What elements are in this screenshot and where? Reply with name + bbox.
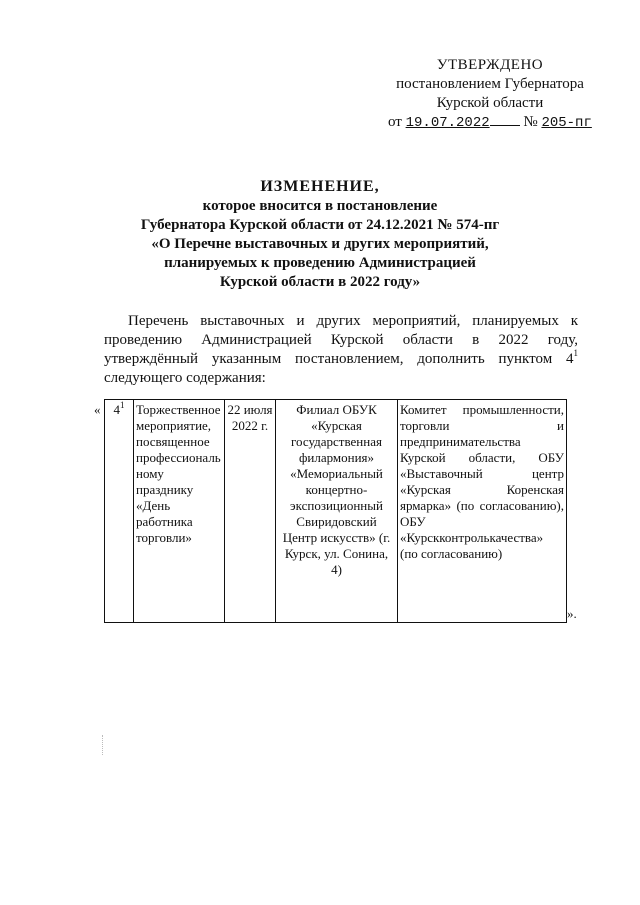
cell-organizer: Комитет промышленности, торговли и предпринимательства Курской области, ОБУ «Выставочный центр «Курская Коренская ярмарка» (по согласованию), ОБУ «Курскконтролькачества» (по согласованию) bbox=[398, 400, 567, 623]
approval-number: 205-пг bbox=[541, 115, 592, 131]
quote-open: « bbox=[94, 402, 101, 417]
heading-line-5: Курской области в 2022 году» bbox=[219, 274, 421, 290]
cell-venue: Филиал ОБУК «Курская государственная филармония» «Мемориальный концертно-экспозиционный Свиридовский Центр искусств» (г. Курск, ул. Сонина, 4) bbox=[276, 400, 398, 623]
cell-date: 22 июля 2022 г. bbox=[225, 400, 276, 623]
body-paragraph bbox=[104, 312, 578, 388]
paragraph-text: Перечень выставочных и других мероприятий, планируемых к проведению Администрацией Курской области в 2022 году, утверждённый указанным постановлением, дополнить пунктом 4 bbox=[104, 313, 578, 367]
table-row bbox=[105, 400, 567, 623]
approved-line-2: Курской области bbox=[436, 95, 544, 111]
date-underline bbox=[490, 113, 520, 126]
heading-line-4: планируемых к проведению Администрацией bbox=[164, 255, 476, 271]
quote-close: ». bbox=[567, 606, 577, 621]
cell-event: Торжественное мероприятие, посвященное профессиональ ному празднику «День работника торговли» bbox=[134, 400, 225, 623]
approval-stamp bbox=[380, 56, 600, 133]
approved-line-1: постановлением Губернатора bbox=[396, 76, 584, 92]
number-label: № bbox=[523, 114, 538, 130]
cell-number-sup: 1 bbox=[120, 399, 125, 410]
scan-artifact bbox=[102, 735, 104, 755]
document-heading bbox=[100, 177, 540, 292]
heading-line-3: «О Перечне выставочных и других мероприятий, bbox=[151, 236, 489, 252]
cell-number: $4^1$ bbox=[105, 400, 134, 623]
paragraph-sup: 1 bbox=[573, 348, 578, 358]
amendment-table bbox=[104, 399, 567, 623]
approved-date-line bbox=[380, 113, 600, 133]
heading-line-1: которое вносится в постановление bbox=[202, 198, 438, 214]
approved-title: УТВЕРЖДЕНО bbox=[436, 57, 544, 73]
paragraph-tail: следующего содержания: bbox=[104, 370, 266, 386]
heading-title: ИЗМЕНЕНИЕ, bbox=[260, 178, 380, 195]
heading-line-2: Губернатора Курской области от 24.12.2021 № 574-пг bbox=[140, 217, 500, 233]
from-label: от bbox=[388, 114, 402, 130]
approval-date: 19.07.2022 bbox=[405, 115, 490, 131]
